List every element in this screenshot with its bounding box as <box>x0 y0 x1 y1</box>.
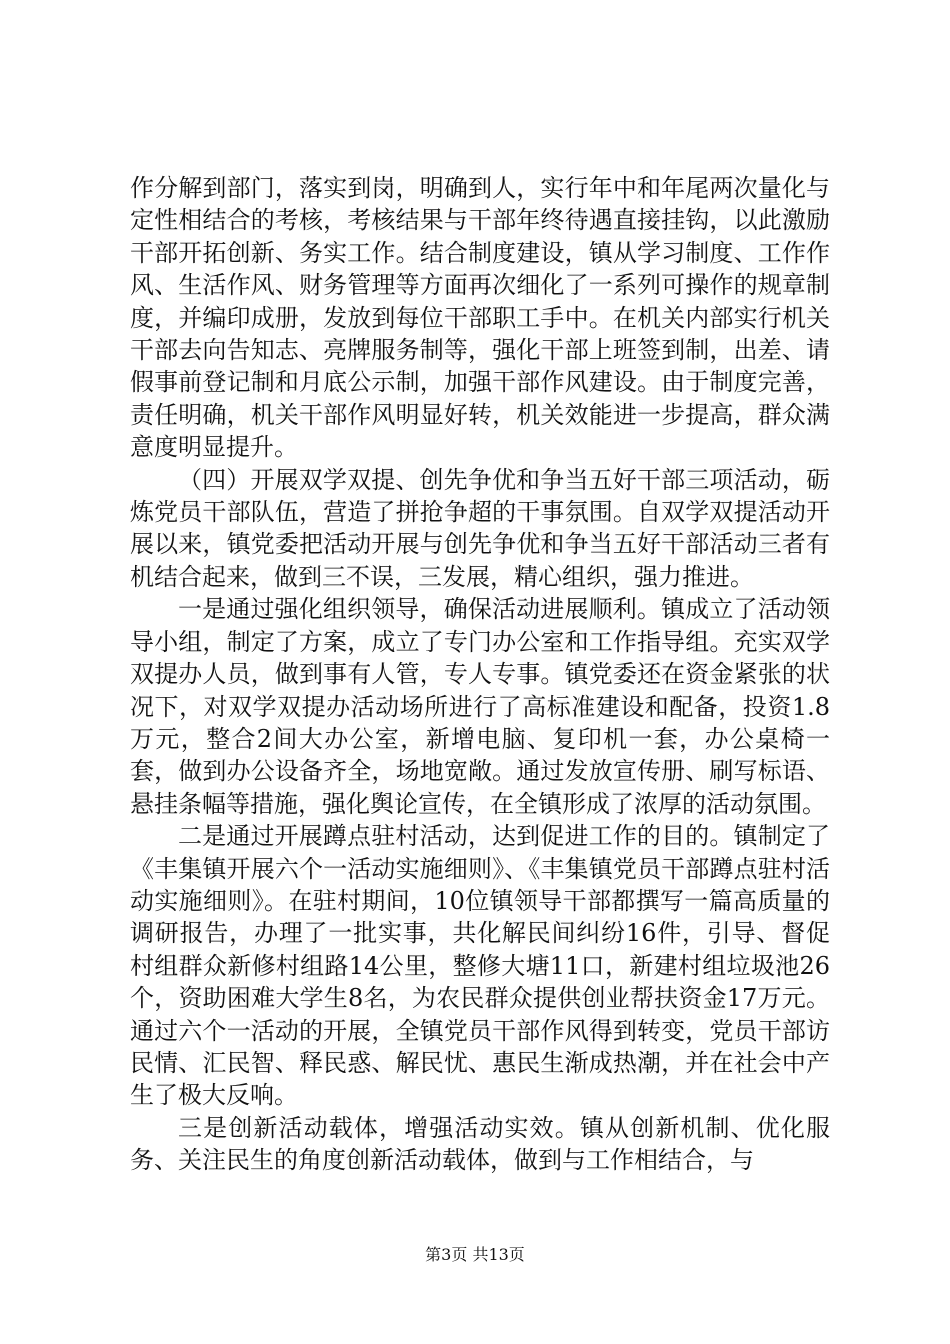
paragraph-point-one: 一是通过强化组织领导，确保活动进展顺利。镇成立了活动领导小组，制定了方案，成立了专门办公室和工作指导组。充实双学双提办人员，做到事有人管，专人专事。镇党委还在资金紧张的状况下，对双学双提办活动场所进行了高标准建设和配备，投资1.8万元，整合2间大办公室，新增电脑、复印机一套，办公桌椅一套，做到办公设备齐全，场地宽敞。通过发放宣传册、刷写标语、悬挂条幅等措施，强化舆论宣传，在全镇形成了浓厚的活动氛围。 <box>130 595 830 818</box>
paragraph-section-four: （四）开展双学双提、创先争优和争当五好干部三项活动，砺炼党员干部队伍，营造了拼抢争超的干事氛围。自双学双提活动开展以来，镇党委把活动开展与创先争优和争当五好干部活动三者有机结合起来，做到三不误，三发展，精心组织，强力推进。 <box>130 465 830 591</box>
paragraph-point-three: 三是创新活动载体，增强活动实效。镇从创新机制、优化服务、关注民生的角度创新活动载体，做到与工作相结合，与 <box>130 1113 830 1175</box>
body-text <box>130 172 830 1177</box>
page-number-footer: 第3页 共13页 <box>425 1245 525 1264</box>
paragraph-point-two: 二是通过开展蹲点驻村活动，达到促进工作的目的。镇制定了《丰集镇开展六个一活动实施细则》、《丰集镇党员干部蹲点驻村活动实施细则》。在驻村期间，10位镇领导干部都撰写一篇高质量的调研报告，办理了一批实事，共化解民间纠纷16件，引导、督促村组群众新修村组路14公里，整修大塘11口，新建村组垃圾池26个，资助困难大学生8名，为农民群众提供创业帮扶资金17万元。通过六个一活动的开展，全镇党员干部作风得到转变，党员干部访民情、汇民智、释民惑、解民忧、惠民生渐成热潮，并在社会中产生了极大反响。 <box>130 822 830 1110</box>
paragraph-continued: 作分解到部门，落实到岗，明确到人，实行年中和年尾两次量化与定性相结合的考核，考核结果与干部年终待遇直接挂钩，以此激励干部开拓创新、务实工作。结合制度建设，镇从学习制度、工作作风、生活作风、财务管理等方面再次细化了一系列可操作的规章制度，并编印成册，发放到每位干部职工手中。在机关内部实行机关干部去向告知志、亮牌服务制等，强化干部上班签到制，出差、请假事前登记制和月底公示制，加强干部作风建设。由于制度完善，责任明确，机关干部作风明显好转，机关效能进一步提高，群众满意度明显提升。 <box>130 174 830 462</box>
